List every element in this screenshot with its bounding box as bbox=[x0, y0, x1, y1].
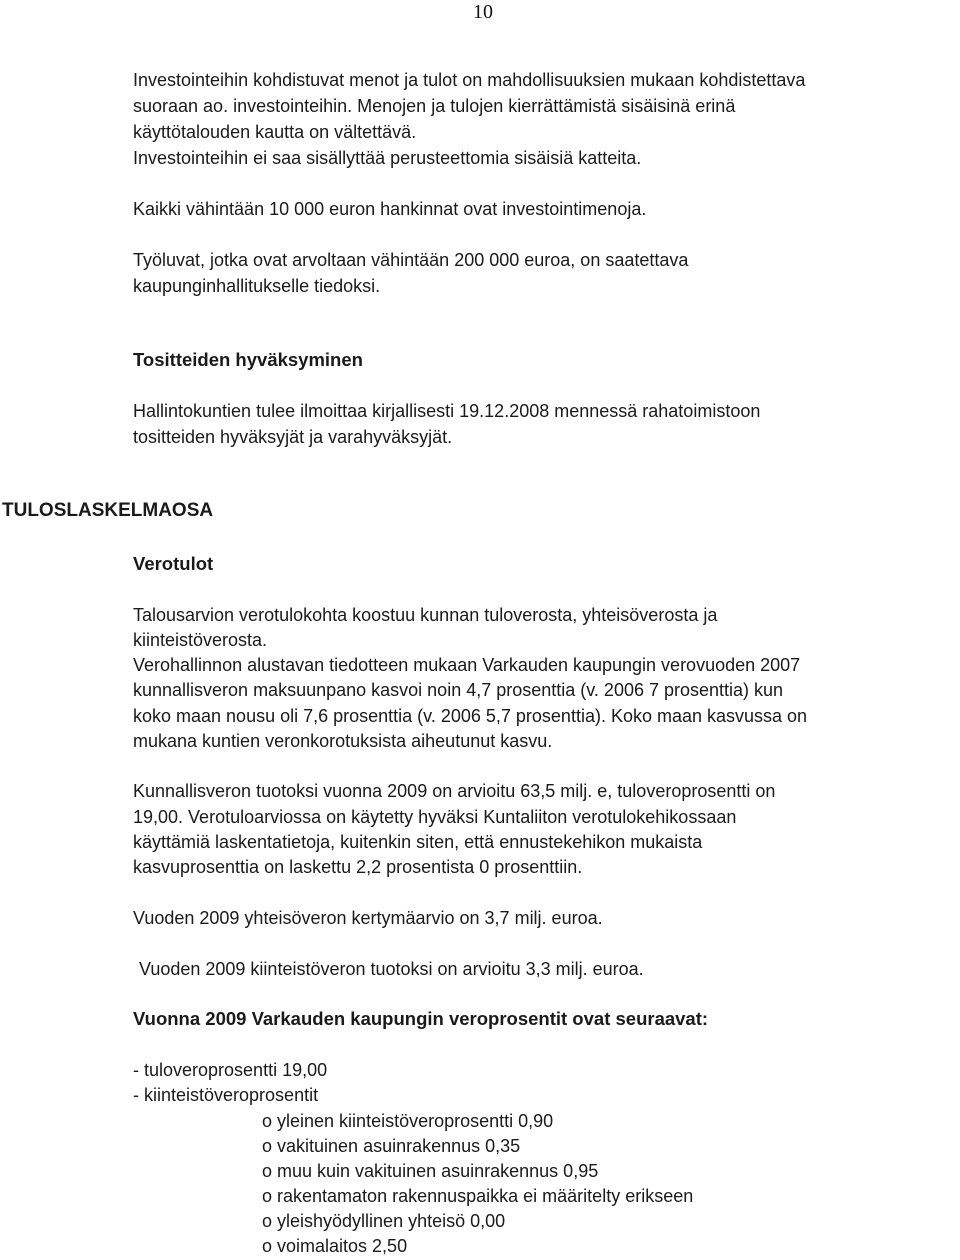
paragraph-line: koko maan nousu oli 7,6 prosenttia (v. 2006 5,7 prosenttia). Koko maan kasvussa on bbox=[133, 706, 808, 726]
paragraph-line: 19,00. Verotuloarviossa on käytetty hyväksi Kuntaliiton verotulokehikossaan bbox=[133, 807, 737, 827]
paragraph-line: mukana kuntien veronkorotuksista aiheutunut kasvu. bbox=[133, 731, 553, 751]
rate-item: - tuloveroprosentti 19,00 bbox=[133, 1060, 328, 1080]
paragraph-line: Verohallinnon alustavan tiedotteen mukaan Varkauden kaupungin verovuoden 2007 bbox=[133, 655, 801, 675]
rates-heading: Vuonna 2009 Varkauden kaupungin veroprosentit ovat seuraavat: bbox=[133, 1008, 709, 1029]
rate-item: - kiinteistöveroprosentit bbox=[133, 1085, 319, 1105]
paragraph-line: Talousarvion verotulokohta koostuu kunnan tuloverosta, yhteisöverosta ja bbox=[133, 605, 718, 625]
page-number: 10 bbox=[473, 1, 493, 23]
paragraph-line: kunnallisveron maksuunpano kasvoi noin 4,7 prosenttia (v. 2006 7 prosenttia) kun bbox=[133, 680, 784, 700]
paragraph-line: kiinteistöverosta. bbox=[133, 630, 268, 650]
verotulot-heading: Verotulot bbox=[133, 553, 214, 574]
notice-line: Työluvat, jotka ovat arvoltaan vähintään 200 000 euroa, on saatettava bbox=[133, 250, 689, 270]
paragraph-line: kasvuprosenttia on laskettu 2,2 prosentista 0 prosenttiin. bbox=[133, 857, 583, 877]
yhteisovero-text: Vuoden 2009 yhteisöveron kertymäarvio on 3,7 milj. euroa. bbox=[133, 908, 603, 928]
rate-subitem: o vakituinen asuinrakennus 0,35 bbox=[262, 1136, 521, 1156]
intro-line: käyttötalouden kautta on vältettävä. bbox=[133, 122, 417, 142]
kiinteistovero-text: Vuoden 2009 kiinteistöveron tuotoksi on arvioitu 3,3 milj. euroa. bbox=[139, 959, 644, 979]
rate-subitem: o muu kuin vakituinen asuinrakennus 0,95 bbox=[262, 1161, 599, 1181]
rate-subitem: o rakentamaton rakennuspaikka ei määritelty erikseen bbox=[262, 1186, 694, 1206]
paragraph-line: käyttämiä laskentatietoja, kuitenkin siten, että ennustekehikon mukaista bbox=[133, 832, 703, 852]
approval-line: Hallintokuntien tulee ilmoittaa kirjallisesti 19.12.2008 mennessä rahatoimistoon bbox=[133, 401, 761, 421]
intro-line: Investointeihin ei saa sisällyttää perusteettomia sisäisiä katteita. bbox=[133, 148, 642, 168]
rate-subitem: o voimalaitos 2,50 bbox=[262, 1236, 408, 1256]
notice-line: kaupunginhallitukselle tiedoksi. bbox=[133, 276, 381, 296]
approval-heading: Tositteiden hyväksyminen bbox=[133, 349, 363, 370]
paragraph-line: Kunnallisveron tuotoksi vuonna 2009 on arvioitu 63,5 milj. e, tuloveroprosentti on bbox=[133, 781, 776, 801]
intro-line: Investointeihin kohdistuvat menot ja tulot on mahdollisuuksien mukaan kohdistettava bbox=[133, 70, 806, 90]
rate-subitem: o yleinen kiinteistöveroprosentti 0,90 bbox=[262, 1111, 554, 1131]
approval-line: tositteiden hyväksyjät ja varahyväksyjät. bbox=[133, 427, 453, 447]
rate-subitem: o yleishyödyllinen yhteisö 0,00 bbox=[262, 1211, 506, 1231]
threshold-text: Kaikki vähintään 10 000 euron hankinnat ovat investointimenoja. bbox=[133, 199, 647, 219]
intro-line: suoraan ao. investointeihin. Menojen ja tulojen kierrättämistä sisäisinä erinä bbox=[133, 96, 736, 116]
section-title: TULOSLASKELMAOSA bbox=[2, 500, 214, 521]
